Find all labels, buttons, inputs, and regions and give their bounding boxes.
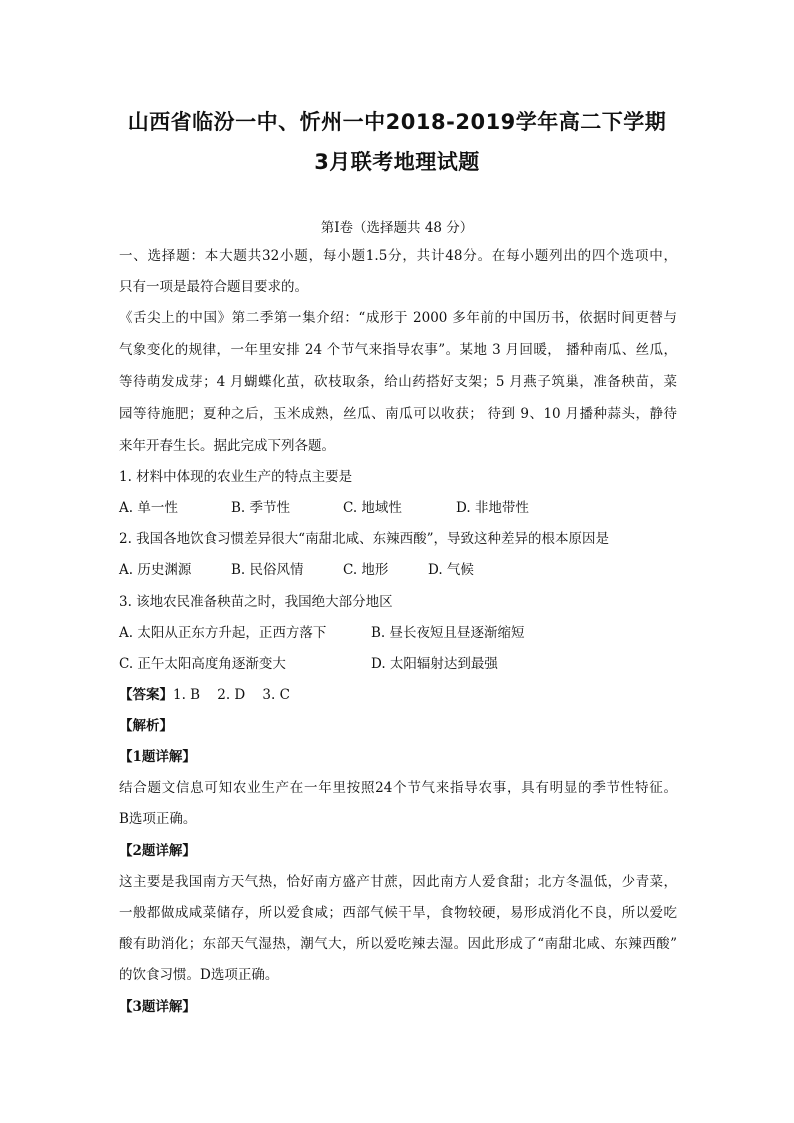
answer-values: 1. B 2. D 3. C: [173, 687, 290, 703]
detail-line: B选项正确。: [119, 811, 197, 827]
question-option: B. 季节性: [231, 500, 291, 516]
question-option: D. 气候: [428, 562, 474, 578]
passage-line: 园等待施肥；夏种之后，玉米成熟，丝瓜、南瓜可以收获； 待到 9、10 月播种蒜头，静待: [119, 406, 677, 422]
detail-line: 的饮食习惯。D选项正确。: [119, 967, 279, 983]
analysis-label: 【解析】: [119, 718, 173, 734]
detail-line: 一般都做成咸菜储存，所以爱食咸；西部气候干旱，食物较硬，易形成消化不良，所以爱吃: [119, 905, 677, 921]
question-stem: 2. 我国各地饮食习惯差异很大“南甜北咸、东辣西酸”，导致这种差异的根本原因是: [119, 531, 609, 547]
document-title-line-2: 3月联考地理试题: [314, 150, 480, 174]
question-stem: 3. 该地农民准备秧苗之时，我国绝大部分地区: [119, 594, 393, 610]
question-option: A. 单一性: [119, 500, 178, 516]
question-option: D. 非地带性: [456, 500, 529, 516]
section-title: 第Ⅰ卷（选择题共 48 分）: [320, 220, 474, 236]
detail-label: 【1题详解】: [119, 749, 196, 765]
answer-label: 【答案】: [119, 687, 173, 703]
passage-line: 气象变化的规律，一年里安排 24 个节气来指导农事”。某地 3 月回暖， 播种南瓜、丝瓜，: [119, 342, 677, 358]
question-option: B. 昼长夜短且昼逐渐缩短: [371, 625, 525, 641]
passage-line: 《舌尖上的中国》第二季第一集介绍：“成形于 2000 多年前的中国历书，依据时间更替与: [119, 310, 677, 326]
detail-line: 这主要是我国南方天气热，恰好南方盛产甘蔗，因此南方人爱食甜；北方冬温低，少青菜，: [119, 874, 677, 890]
instructions-line: 一、选择题：本大题共32小题，每小题1.5分，共计48分。在每小题列出的四个选项中，: [119, 248, 677, 264]
passage-line: 等待萌发成芽；4 月蝴蝶化茧，砍枝取条，给山药搭好支架；5 月燕子筑巢，准备秧苗，菜: [119, 374, 677, 390]
detail-label: 【2题详解】: [119, 843, 196, 859]
question-option: C. 地形: [343, 562, 389, 578]
question-option: C. 地域性: [343, 500, 402, 516]
passage-line: 来年开春生长。据此完成下列各题。: [119, 438, 335, 454]
instructions-line: 只有一项是最符合题目要求的。: [119, 279, 308, 295]
answer-line: [119, 685, 290, 705]
question-option: A. 太阳从正东方升起，正西方落下: [119, 625, 327, 641]
document-title-line-1: 山西省临汾一中、忻州一中2018-2019学年高二下学期: [127, 110, 667, 134]
question-stem: 1. 材料中体现的农业生产的特点主要是: [119, 469, 353, 485]
detail-line: 结合题文信息可知农业生产在一年里按照24个节气来指导农事，具有明显的季节性特征。: [119, 780, 677, 796]
question-option: A. 历史渊源: [119, 562, 192, 578]
question-option: D. 太阳辐射达到最强: [371, 656, 498, 672]
question-option: B. 民俗风情: [231, 562, 304, 578]
detail-label: 【3题详解】: [119, 999, 196, 1015]
question-option: C. 正午太阳高度角逐渐变大: [119, 656, 286, 672]
detail-line: 酸有助消化；东部天气湿热，潮气大，所以爱吃辣去湿。因此形成了“南甜北咸、东辣西酸”: [119, 936, 677, 952]
